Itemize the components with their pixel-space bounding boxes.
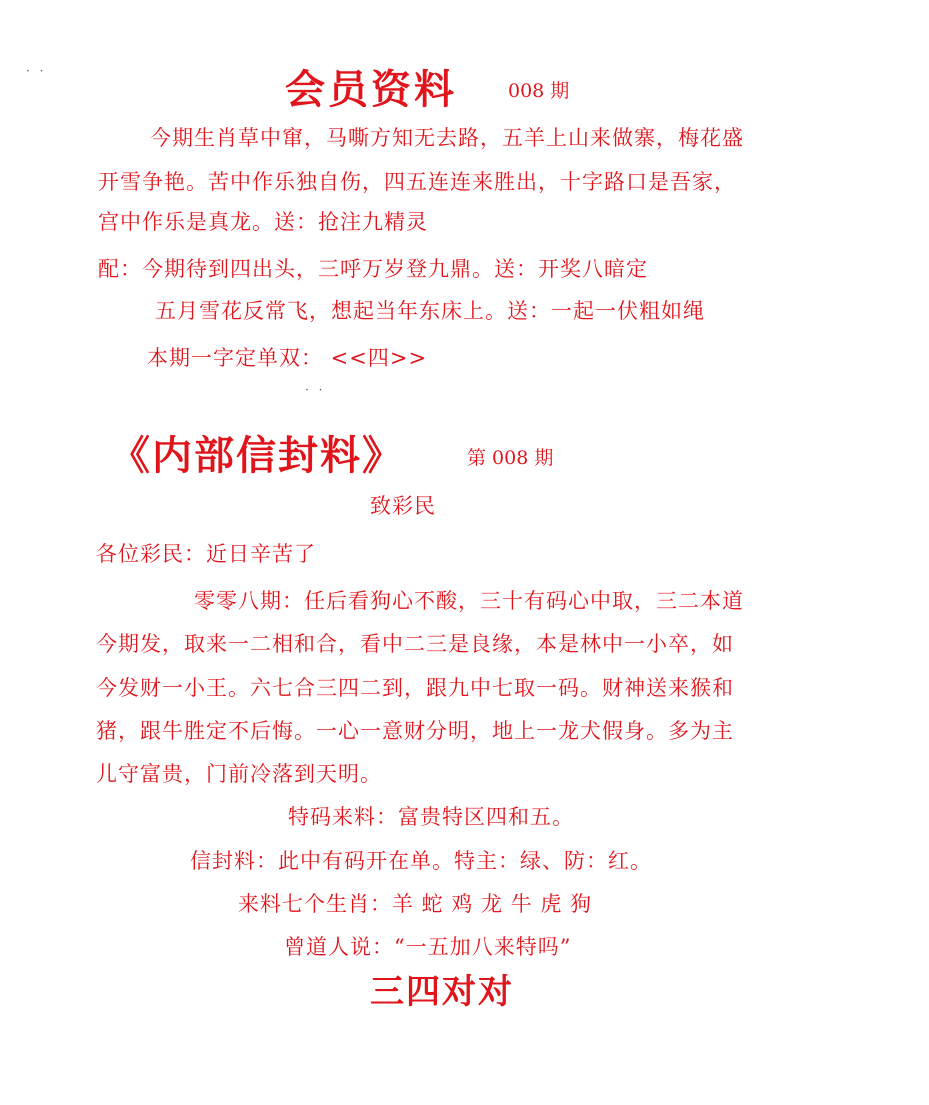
member-info-title: 会员资料	[285, 66, 457, 113]
xinfeng-line: 信封料：此中有码开在单。特主：绿、防：红。	[190, 849, 652, 873]
quote-line: 曾道人说：“一五加八来特吗”	[284, 935, 572, 959]
envelope-greeting: 各位彩民：近日辛苦了	[96, 542, 316, 566]
final-pick: 三四对对	[370, 972, 514, 1012]
speck-marks: · ·	[305, 383, 326, 397]
envelope-title: 《内部信封料》	[110, 432, 404, 479]
envelope-text-line-2: 今期发，取来一二相和合，看中二三是良缘，本是林中一小卒，如	[96, 632, 734, 656]
speck-marks: · ·	[26, 64, 47, 78]
member-info-issue: 008 期	[508, 80, 570, 102]
envelope-subtitle: 致彩民	[370, 494, 436, 518]
member-text-line-3: 宫中作乐是真龙。送：抢注九精灵	[98, 210, 428, 234]
envelope-text-line-5: 儿守富贵，门前冷落到天明。	[96, 762, 382, 786]
member-text-line-5: 五月雪花反常飞，想起当年东床上。送：一起一伏粗如绳	[155, 299, 705, 323]
envelope-text-line-3: 今发财一小王。六七合三四二到，跟九中七取一码。财神送来猴和	[96, 676, 734, 700]
member-text-line-1: 今期生肖草中窜，马嘶方知无去路，五羊上山来做寨，梅花盛	[150, 126, 744, 150]
member-text-line-2: 开雪争艳。苦中作乐独自伤，四五连连来胜出，十字路口是吾家，	[98, 170, 736, 194]
member-text-line-6: 本期一字定单双： <<四>>	[147, 346, 428, 370]
envelope-text-line-4: 猪，跟牛胜定不后悔。一心一意财分明，地上一龙犬假身。多为主	[96, 719, 734, 743]
member-text-line-4: 配：今期待到四出头，三呼万岁登九鼎。送：开奖八暗定	[98, 257, 648, 281]
envelope-text-line-1: 零零八期：任后看狗心不酸，三十有码心中取，三二本道	[194, 589, 744, 613]
zodiac-line: 来料七个生肖：羊 蛇 鸡 龙 牛 虎 狗	[238, 892, 593, 916]
envelope-issue: 第 008 期	[467, 447, 554, 469]
tema-line: 特码来料：富贵特区四和五。	[288, 805, 574, 829]
